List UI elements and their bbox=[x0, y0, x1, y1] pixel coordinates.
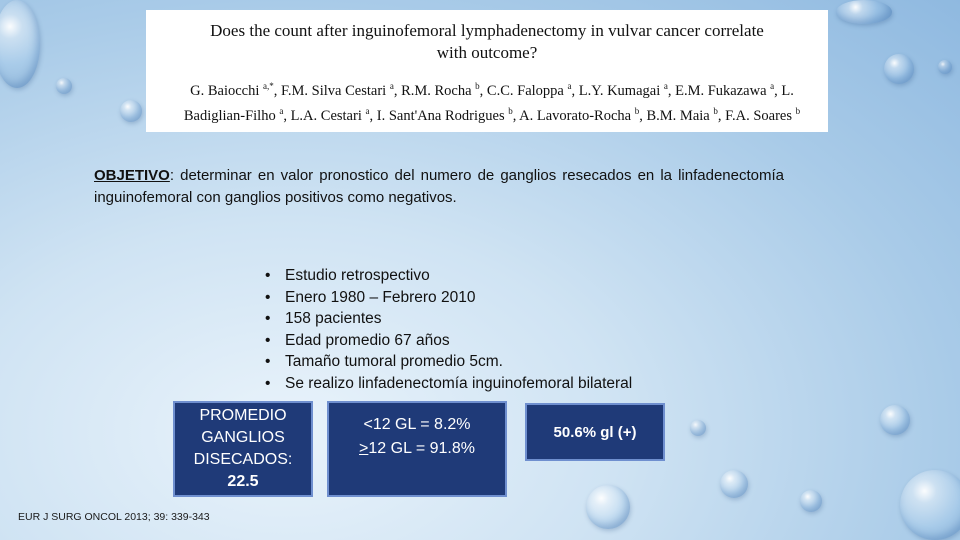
author-name: B.M. Maia $^b$ bbox=[646, 105, 718, 124]
author-affiliation: a bbox=[567, 81, 572, 91]
water-drop-decoration bbox=[800, 490, 822, 512]
water-drop-decoration bbox=[836, 0, 892, 24]
author-name: L. Badiglian-Filho $^a$ bbox=[183, 82, 794, 124]
water-drop-decoration bbox=[0, 0, 40, 88]
node-count-box bbox=[327, 401, 507, 497]
author-affiliation: b bbox=[634, 105, 640, 116]
positive-nodes-text: 50.6% gl (+) bbox=[553, 424, 637, 441]
author-affiliation: a bbox=[365, 105, 370, 116]
water-drop-decoration bbox=[720, 470, 748, 498]
water-drop-decoration bbox=[938, 60, 952, 74]
paper-authors: G. Baiocchi $^{a,*}$, F.M. Silva Cestari $^a$, R.M. Rocha $^b$, C.C. Faloppa $^a$, L.Y. Kumagai $^a$, E.M. Fukazawa $^a$, L. Badiglian-Filho $^a$, L.A. Cestari $^a$, I. Sant'Ana Rodrigues $^b$, A. Lavorato-Rocha $^b$, B.M. Maia $^b$, F.A. Soares $^b$ bbox=[183, 81, 801, 124]
author-affiliation: b bbox=[795, 105, 801, 116]
list-item: • Tamaño tumoral promedio 5cm. bbox=[265, 351, 632, 373]
average-nodes-value: 22.5 bbox=[227, 473, 259, 490]
node-count-line-1: <12 GL = 8.2% bbox=[363, 416, 471, 433]
author-affiliation: b bbox=[713, 105, 718, 116]
list-item: • 158 pacientes bbox=[265, 308, 632, 330]
author-name: I. Sant'Ana Rodrigues $^b$ bbox=[376, 105, 513, 124]
water-drop-decoration bbox=[880, 405, 910, 435]
author-name: F.A. Soares $^b$ bbox=[725, 105, 801, 124]
author-name: L.Y. Kumagai $^a$ bbox=[578, 81, 668, 99]
author-name: G. Baiocchi $^{a,*}$ bbox=[190, 81, 274, 99]
author-name: F.M. Silva Cestari $^a$ bbox=[281, 81, 394, 99]
node-count-line-2 bbox=[329, 437, 505, 461]
objective-paragraph bbox=[94, 165, 784, 209]
paper-header-image bbox=[146, 10, 828, 132]
study-details-list bbox=[265, 265, 632, 394]
water-drop-decoration bbox=[884, 54, 914, 84]
citation: EUR J SURG ONCOL 2013; 39: 339-343 bbox=[18, 511, 210, 523]
water-drop-decoration bbox=[586, 485, 630, 529]
list-item: • Enero 1980 – Febrero 2010 bbox=[265, 287, 632, 309]
author-name: R.M. Rocha $^b$ bbox=[401, 81, 480, 99]
author-affiliation: a bbox=[770, 81, 775, 91]
objective-text: : determinar en valor pronostico del numero de ganglios resecados en la linfadenectomía inguinofemoral con ganglios positivos como negativos. bbox=[94, 167, 784, 206]
water-drop-decoration bbox=[56, 78, 72, 94]
author-affiliation: a bbox=[279, 105, 284, 116]
positive-nodes-box bbox=[525, 403, 665, 461]
paper-title: Does the count after inguinofemoral lymphadenectomy in vulvar cancer correlate with outcome? bbox=[210, 21, 764, 62]
list-item: • Edad promedio 67 años bbox=[265, 330, 632, 352]
greater-equal-symbol: > bbox=[359, 440, 369, 457]
average-nodes-label: PROMEDIO GANGLIOS DISECADOS: bbox=[193, 407, 293, 468]
author-affiliation: a,* bbox=[263, 81, 274, 91]
author-name: C.C. Faloppa $^a$ bbox=[486, 81, 572, 99]
author-affiliation: b bbox=[475, 81, 480, 91]
author-name: A. Lavorato-Rocha $^b$ bbox=[519, 105, 640, 124]
author-affiliation: b bbox=[508, 105, 513, 116]
water-drop-decoration bbox=[690, 420, 706, 436]
author-affiliation: a bbox=[663, 81, 668, 91]
author-name: L.A. Cestari $^a$ bbox=[290, 105, 370, 124]
node-count-line-2-text: 12 GL = 91.8% bbox=[368, 440, 475, 457]
author-affiliation: a bbox=[389, 81, 394, 91]
list-item: • Estudio retrospectivo bbox=[265, 265, 632, 287]
water-drop-decoration bbox=[900, 470, 960, 540]
list-item: • Se realizo linfadenectomía inguinofemoral bilateral bbox=[265, 373, 632, 395]
objective-label: OBJETIVO bbox=[94, 167, 170, 184]
author-name: E.M. Fukazawa $^a$ bbox=[675, 81, 775, 99]
water-drop-decoration bbox=[120, 100, 142, 122]
average-nodes-box bbox=[173, 401, 313, 497]
